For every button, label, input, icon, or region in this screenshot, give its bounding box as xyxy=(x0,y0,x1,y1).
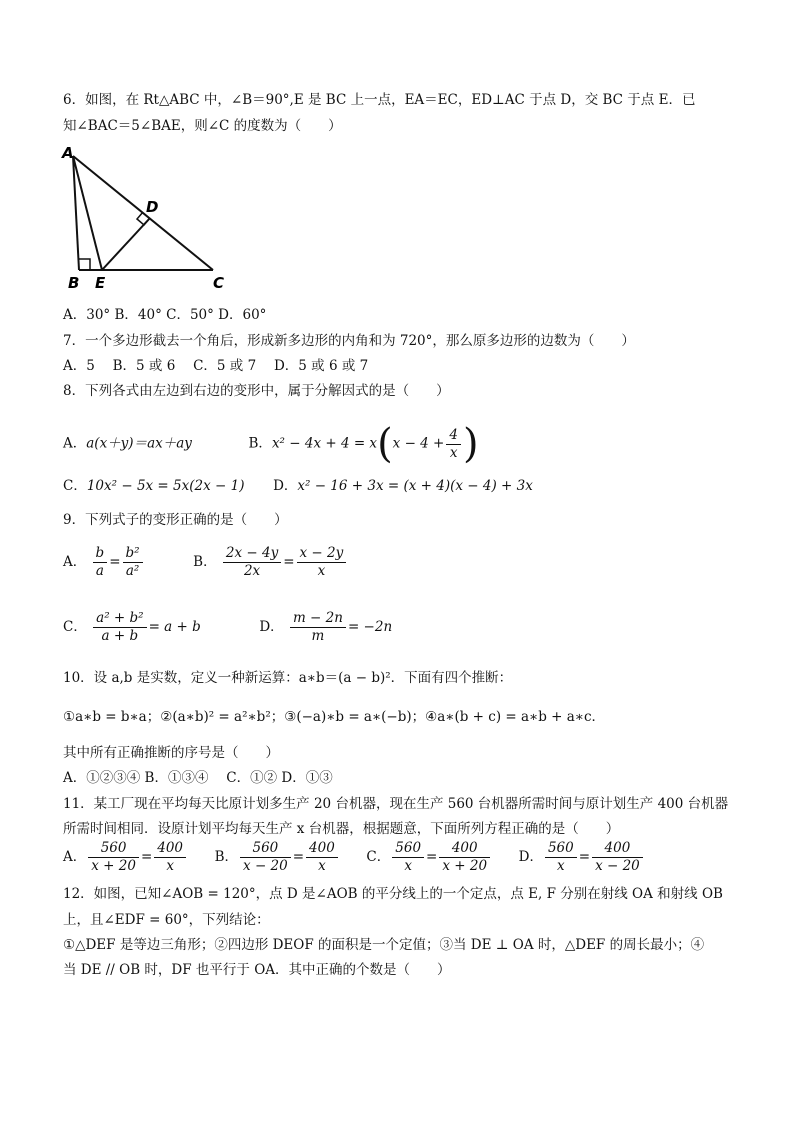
q8-option-a-b-row: A．a(x＋y)＝ax＋ay B．x² − 4x + 4 = x(x − 4 + $\frac{4}{x}$ ) xyxy=(63,421,479,467)
q10-items: ①a∗b = b∗a；②(a∗b)² = a²∗b²；③(−a)∗b = a∗(−b)；④a∗(b + c) = a∗b + a∗c． xyxy=(63,709,606,725)
label-a: A xyxy=(62,144,74,162)
q6-options: A．30° B．40° C．50° D．60° xyxy=(63,307,267,323)
q9-stem: 9．下列式子的变形正确的是（ ） xyxy=(63,512,288,528)
q9-option-a-b-row: A． $\frac{b}{a}$ = $\frac{\text{b²}}{\text{a²}}$ B． $\frac{2x - 4y}{2x}$ = $\frac{x - 2y}{x}$ xyxy=(63,545,348,580)
label-b: B xyxy=(68,274,80,292)
q8-b-mid: x − 4 + xyxy=(392,435,445,452)
q8-b-fraction: $\frac{4}{x}$ xyxy=(446,427,461,462)
right-angle-mark-b xyxy=(79,259,90,270)
q6-stem-line2: 知∠BAC＝5∠BAE，则∠C 的度数为（ ） xyxy=(63,118,342,134)
q12-stem-line4: 当 DE // OB 时，DF 也平行于 OA．其中正确的个数是（ ） xyxy=(63,962,451,978)
q11-stem-line2: 所需时间相同．设原计划平均每天生产 x 台机器，根据题意，下面所列方程正确的是（ ） xyxy=(63,821,620,837)
q8-option-c-d-row xyxy=(63,476,533,496)
q9-option-c-d-row: C． $\frac{\text{a² + b²}}{a + b}$ = a + b D． $\frac{m - 2n}{m}$ = −2n xyxy=(63,610,393,644)
q8-c-label: C． xyxy=(63,478,87,494)
q11-stem-line1: 11．某工厂现在平均每天比原计划多生产 20 台机器，现在生产 560 台机器所需时间与原计划生产 400 台机器 xyxy=(63,796,729,812)
label-d: D xyxy=(146,198,159,216)
label-e: E xyxy=(95,274,106,292)
segment-ed xyxy=(102,218,150,270)
q8-b-label: B． xyxy=(248,435,272,452)
q10-question: 其中所有正确推断的序号是（ ） xyxy=(63,745,279,761)
q12-stem-line3: ①△DEF 是等边三角形；②四边形 DEOF 的面积是一个定值；③当 DE ⊥ OA 时，△DEF 的周长最小；④ xyxy=(63,937,705,953)
q8-c-expr: 10x² − 5x = 5x(2x − 1) xyxy=(86,478,245,494)
q12-stem-line1: 12．如图，已知∠AOB = 120°，点 D 是∠AOB 的平分线上的一个定点，点 E, F 分别在射线 OA 和射线 OB xyxy=(63,886,723,902)
q10-stem: 10．设 a,b 是实数，定义一种新运算：a∗b＝(a − b)²．下面有四个推断： xyxy=(63,670,513,686)
q8-b-left: x² − 4x + 4 = x xyxy=(271,435,378,452)
q8-a-expr: a(x＋y)＝ax＋ay xyxy=(86,435,192,452)
q10-options: A．①②③④ B．①③④ C．①② D．①③ xyxy=(63,770,333,786)
label-c: C xyxy=(213,274,225,292)
q8-d-label: D． xyxy=(273,478,298,494)
q7-options: A．5 B．5 或 6 C．5 或 7 D．5 或 6 或 7 xyxy=(63,358,369,374)
q6-stem-line1: 6．如图，在 Rt△ABC 中，∠B＝90°,E 是 BC 上一点，EA＝EC，ED⊥AC 于点 D，交 BC 于点 E．已 xyxy=(63,92,696,108)
q11-options-row: A． $\frac{560}{x + 20}$ = $\frac{400}{x}$ B． $\frac{560}{x - 20}$ = $\frac{400}{x}$ C． $\frac{560}{x}$ = $\frac{400}{x + 20}$ D． $\frac{560}{x}$ = $\frac{400}{x - 20}$ xyxy=(63,840,645,875)
q8-a-label: A． xyxy=(63,435,87,452)
q8-stem: 8．下列各式由左边到右边的变形中，属于分解因式的是（ ） xyxy=(63,383,450,399)
q8-d-expr: x² − 16 + 3x = (x + 4)(x − 4) + 3x xyxy=(297,478,533,494)
q6-triangle-figure xyxy=(60,144,235,292)
q7-stem: 7．一个多边形截去一个角后，形成新多边形的内角和为 720°，那么原多边形的边数为（ ） xyxy=(63,333,635,349)
q12-stem-line2: 上，且∠EDF = 60°，下列结论： xyxy=(63,912,270,928)
